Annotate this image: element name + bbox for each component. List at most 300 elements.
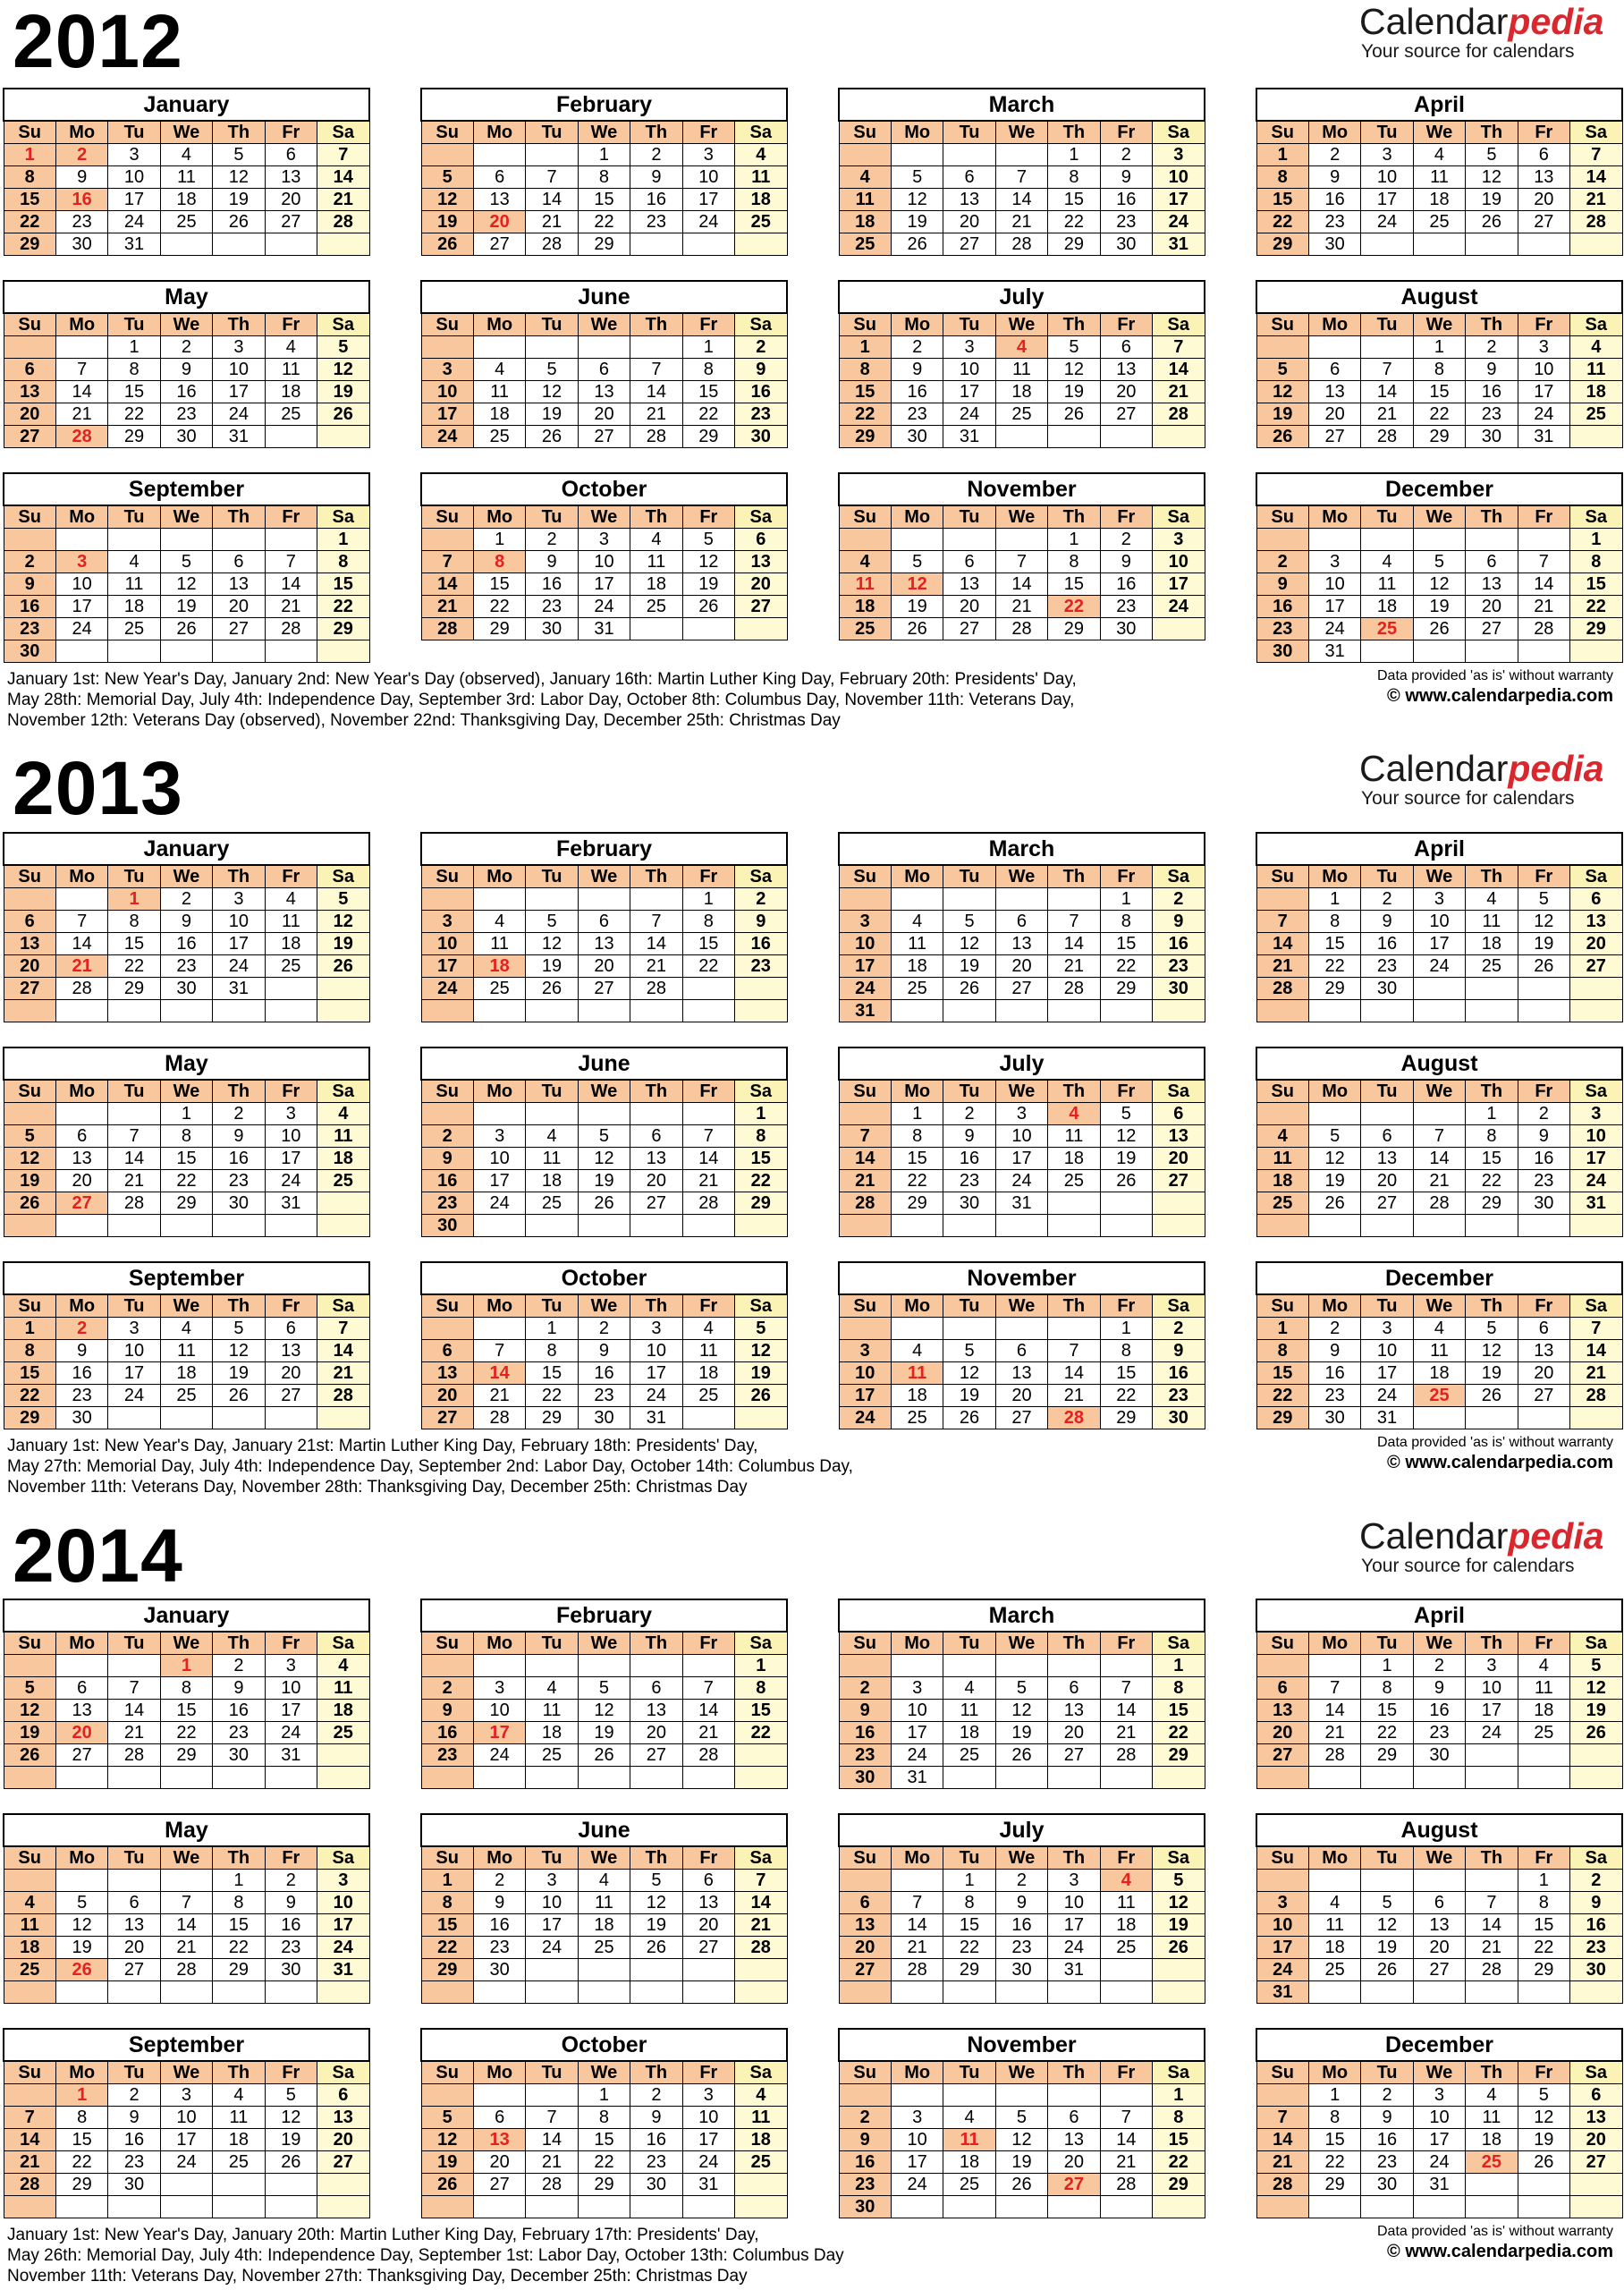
weekday-label: Mo [55, 1294, 107, 1318]
day-cell: 23 [526, 596, 578, 618]
day-cell: 7 [108, 1677, 160, 1700]
day-cell: 20 [1570, 2129, 1622, 2151]
day-cell: 14 [1256, 2129, 1308, 2151]
day-cell: 29 [1518, 1959, 1569, 1981]
day-cell: 4 [1413, 144, 1465, 166]
day-cell: 21 [630, 403, 682, 426]
day-cell: 5 [943, 1340, 995, 1362]
day-cell [1361, 640, 1413, 663]
day-cell: 2 [1570, 1870, 1622, 1892]
holiday-day-cell: 13 [473, 2129, 525, 2151]
day-cell [682, 1655, 734, 1677]
day-cell: 24 [213, 403, 265, 426]
day-cell: 27 [1256, 1744, 1308, 1767]
day-cell [108, 1981, 160, 2004]
day-cell [55, 1655, 107, 1677]
day-cell: 27 [578, 978, 630, 1000]
day-cell: 5 [578, 1677, 630, 1700]
day-cell: 7 [1413, 1125, 1465, 1148]
day-cell: 17 [1308, 596, 1360, 618]
week-row [839, 1385, 1205, 1407]
day-cell: 19 [317, 933, 369, 955]
day-cell: 8 [160, 1125, 212, 1148]
day-cell: 15 [839, 381, 891, 403]
website-link[interactable]: © www.calendarpedia.com [1387, 2242, 1613, 2261]
day-cell [317, 1215, 369, 1237]
day-cell: 10 [891, 2129, 943, 2151]
day-cell: 1 [108, 336, 160, 359]
day-cell: 28 [1570, 211, 1622, 233]
weekday-label: Mo [1308, 1632, 1360, 1655]
day-cell [1570, 2196, 1622, 2218]
holiday-day-cell: 1 [4, 144, 55, 166]
month-table [3, 1813, 370, 2004]
week-row [421, 955, 787, 978]
day-cell: 19 [160, 596, 212, 618]
day-cell: 26 [317, 403, 369, 426]
day-cell [160, 1215, 212, 1237]
day-cell: 1 [578, 144, 630, 166]
weekday-label: Sa [735, 1080, 787, 1103]
day-cell: 10 [160, 2107, 212, 2129]
weekday-label: We [160, 865, 212, 888]
day-cell: 13 [630, 1148, 682, 1170]
week-row [1256, 2129, 1622, 2151]
day-cell: 1 [1100, 1318, 1152, 1340]
day-cell: 24 [421, 426, 473, 448]
day-cell: 22 [1048, 211, 1100, 233]
day-cell: 8 [682, 359, 734, 381]
weekday-label: We [160, 1294, 212, 1318]
weekday-label: Th [213, 1846, 265, 1870]
day-cell: 3 [1518, 336, 1569, 359]
calendarpedia-logo [1359, 749, 1619, 810]
day-cell: 26 [421, 2174, 473, 2196]
day-cell: 17 [839, 1385, 891, 1407]
day-cell [891, 529, 943, 551]
day-cell: 2 [735, 888, 787, 911]
day-cell [4, 888, 55, 911]
day-cell [578, 888, 630, 911]
weekday-header [421, 2061, 787, 2084]
week-row [1256, 1744, 1622, 1767]
month-name: December [1256, 2029, 1622, 2061]
day-cell: 26 [526, 426, 578, 448]
day-cell: 24 [421, 978, 473, 1000]
weekday-label: Su [839, 865, 891, 888]
day-cell: 14 [1361, 381, 1413, 403]
day-cell: 27 [735, 596, 787, 618]
day-cell [1413, 529, 1465, 551]
week-row [839, 551, 1205, 573]
day-cell: 7 [421, 551, 473, 573]
day-cell: 31 [1570, 1192, 1622, 1215]
day-cell [4, 2084, 55, 2107]
day-cell: 14 [1413, 1148, 1465, 1170]
day-cell: 8 [1308, 911, 1360, 933]
weekday-header [839, 313, 1205, 336]
day-cell: 6 [265, 1318, 317, 1340]
day-cell [55, 888, 107, 911]
day-cell: 8 [1100, 1340, 1152, 1362]
month-name: June [421, 1814, 787, 1846]
week-row [421, 2174, 787, 2196]
week-row [1256, 1103, 1622, 1125]
day-cell: 25 [1570, 403, 1622, 426]
day-cell [1256, 1000, 1308, 1022]
day-cell: 15 [1256, 189, 1308, 211]
day-cell: 15 [108, 381, 160, 403]
weekday-label: Su [1256, 865, 1308, 888]
day-cell: 6 [265, 144, 317, 166]
day-cell: 30 [160, 978, 212, 1000]
day-cell: 4 [735, 2084, 787, 2107]
weekday-label: Mo [891, 121, 943, 144]
day-cell [421, 888, 473, 911]
month-name: August [1256, 1814, 1622, 1846]
week-row [421, 596, 787, 618]
website-link[interactable]: © www.calendarpedia.com [1387, 1453, 1613, 1472]
day-cell [839, 888, 891, 911]
day-cell [1361, 1981, 1413, 2004]
day-cell: 1 [1308, 888, 1360, 911]
day-cell [630, 2196, 682, 2218]
day-cell [1308, 1000, 1360, 1022]
day-cell: 4 [473, 911, 525, 933]
month-table [838, 1047, 1205, 1237]
day-cell: 15 [1413, 381, 1465, 403]
day-cell: 4 [4, 1892, 55, 1914]
day-cell [1413, 2196, 1465, 2218]
week-row [1256, 144, 1622, 166]
day-cell: 8 [578, 166, 630, 189]
week-row [421, 2196, 787, 2218]
weekday-label: Th [213, 121, 265, 144]
day-cell [213, 1000, 265, 1022]
day-cell [160, 2196, 212, 2218]
day-cell: 19 [995, 1722, 1047, 1744]
day-cell: 3 [1153, 144, 1205, 166]
weekday-header [1256, 1080, 1622, 1103]
day-cell: 30 [630, 2174, 682, 2196]
day-cell: 22 [578, 2151, 630, 2174]
week-row [421, 1407, 787, 1429]
day-cell: 29 [1413, 426, 1465, 448]
weekday-label: Tu [1361, 1632, 1413, 1655]
weekday-label: Sa [1570, 1294, 1622, 1318]
week-row [839, 1767, 1205, 1789]
day-cell [1413, 1981, 1465, 2004]
day-cell: 12 [421, 2129, 473, 2151]
day-cell: 15 [682, 381, 734, 403]
footnote-line: January 1st: New Year's Day, January 2nd: New Year's Day (observed), January 16th: Martin Luther King Day, February 20th: Presidents' Day, [7, 670, 1077, 689]
weekday-label: Mo [55, 121, 107, 144]
day-cell [1413, 1407, 1465, 1429]
week-row [421, 1981, 787, 2004]
day-cell: 2 [1361, 888, 1413, 911]
weekday-label: Su [421, 505, 473, 529]
weekday-label: Fr [265, 2061, 317, 2084]
weekday-label: We [995, 1080, 1047, 1103]
week-row [4, 1148, 369, 1170]
day-cell: 22 [1413, 403, 1465, 426]
day-cell: 12 [213, 166, 265, 189]
month-table [838, 2028, 1205, 2218]
day-cell: 16 [1361, 2129, 1413, 2151]
weekday-label: Su [421, 1632, 473, 1655]
weekday-label: Tu [526, 865, 578, 888]
day-cell: 22 [943, 1937, 995, 1959]
weekday-label: Th [213, 1294, 265, 1318]
day-cell: 3 [1048, 1870, 1100, 1892]
day-cell: 3 [578, 529, 630, 551]
day-cell: 9 [265, 1892, 317, 1914]
day-cell: 6 [1100, 336, 1152, 359]
day-cell: 17 [317, 1914, 369, 1937]
day-cell: 2 [108, 2084, 160, 2107]
day-cell: 11 [1100, 1892, 1152, 1914]
day-cell: 24 [1153, 596, 1205, 618]
day-cell [160, 1767, 212, 1789]
holiday-day-cell: 11 [943, 2129, 995, 2151]
day-cell: 29 [473, 618, 525, 640]
day-cell: 10 [1048, 1892, 1100, 1914]
day-cell: 29 [108, 978, 160, 1000]
day-cell [55, 1767, 107, 1789]
day-cell: 19 [995, 2151, 1047, 2174]
week-row [4, 144, 369, 166]
day-cell: 14 [55, 933, 107, 955]
year-title: 2013 [13, 746, 183, 830]
weekday-label: Th [1466, 865, 1518, 888]
day-cell: 18 [1361, 596, 1413, 618]
day-cell [1570, 1407, 1622, 1429]
day-cell: 16 [1153, 933, 1205, 955]
day-cell: 28 [735, 1937, 787, 1959]
day-cell: 11 [1308, 1914, 1360, 1937]
day-cell [943, 1215, 995, 1237]
month-name: November [839, 473, 1205, 505]
day-cell: 29 [1570, 618, 1622, 640]
week-row [1256, 573, 1622, 596]
day-cell [839, 1655, 891, 1677]
day-cell: 8 [1048, 551, 1100, 573]
day-cell [1518, 233, 1569, 256]
day-cell: 6 [1048, 2107, 1100, 2129]
day-cell [995, 1000, 1047, 1022]
day-cell: 12 [995, 1700, 1047, 1722]
day-cell [1256, 1655, 1308, 1677]
day-cell: 24 [265, 1722, 317, 1744]
weekday-label: Th [1048, 121, 1100, 144]
day-cell: 12 [578, 1148, 630, 1170]
day-cell: 7 [1518, 551, 1569, 573]
day-cell [108, 1215, 160, 1237]
week-row [839, 381, 1205, 403]
weekday-header [4, 313, 369, 336]
day-cell: 30 [4, 640, 55, 663]
week-row [839, 1937, 1205, 1959]
day-cell: 31 [839, 1000, 891, 1022]
day-cell: 27 [4, 978, 55, 1000]
week-row [1256, 166, 1622, 189]
day-cell: 12 [735, 1340, 787, 1362]
day-cell: 1 [578, 2084, 630, 2107]
day-cell [995, 2084, 1047, 2107]
holiday-day-cell: 14 [473, 1362, 525, 1385]
weekday-header [4, 1080, 369, 1103]
day-cell: 1 [526, 1318, 578, 1340]
weekday-label: Mo [55, 1632, 107, 1655]
day-cell: 6 [578, 359, 630, 381]
day-cell: 4 [265, 888, 317, 911]
day-cell: 16 [995, 1914, 1047, 1937]
day-cell: 24 [526, 1937, 578, 1959]
day-cell: 5 [213, 1318, 265, 1340]
month-name: December [1256, 1262, 1622, 1294]
month-table [838, 1261, 1205, 1429]
week-row [839, 1892, 1205, 1914]
day-cell: 21 [1518, 596, 1569, 618]
day-cell: 7 [1570, 144, 1622, 166]
day-cell: 22 [1153, 1722, 1205, 1744]
day-cell: 11 [578, 1892, 630, 1914]
day-cell: 3 [839, 911, 891, 933]
weekday-label: Tu [943, 865, 995, 888]
day-cell [317, 426, 369, 448]
day-cell [891, 2196, 943, 2218]
day-cell: 20 [421, 1385, 473, 1407]
day-cell: 9 [943, 1125, 995, 1148]
day-cell: 24 [995, 1170, 1047, 1192]
day-cell: 5 [1100, 1103, 1152, 1125]
day-cell: 12 [421, 189, 473, 211]
day-cell: 5 [1466, 144, 1518, 166]
month-table [838, 832, 1205, 1022]
day-cell: 9 [1100, 166, 1152, 189]
day-cell [735, 1215, 787, 1237]
day-cell: 2 [1153, 888, 1205, 911]
day-cell: 8 [1048, 166, 1100, 189]
day-cell: 4 [317, 1103, 369, 1125]
day-cell: 9 [55, 1340, 107, 1362]
week-row [1256, 529, 1622, 551]
month-name: January [4, 1599, 369, 1632]
day-cell: 17 [1413, 2129, 1465, 2151]
weekday-label: Tu [526, 121, 578, 144]
day-cell [1570, 426, 1622, 448]
day-cell: 24 [108, 211, 160, 233]
day-cell: 21 [630, 955, 682, 978]
month-name: September [4, 2029, 369, 2061]
day-cell [943, 888, 995, 911]
day-cell [160, 1981, 212, 2004]
day-cell [55, 336, 107, 359]
day-cell [265, 978, 317, 1000]
weekday-label: We [995, 1294, 1047, 1318]
calendarpedia-logo [1359, 1516, 1619, 1577]
day-cell [317, 1744, 369, 1767]
weekday-label: Fr [1100, 2061, 1152, 2084]
weekday-label: We [160, 121, 212, 144]
day-cell [943, 1000, 995, 1022]
day-cell: 1 [1153, 1655, 1205, 1677]
day-cell: 14 [1256, 933, 1308, 955]
day-cell: 17 [1413, 933, 1465, 955]
weekday-label: Mo [473, 313, 525, 336]
day-cell [735, 1744, 787, 1767]
weekday-label: Tu [1361, 121, 1413, 144]
week-row [1256, 211, 1622, 233]
weekday-label: Fr [1518, 2061, 1569, 2084]
day-cell: 5 [317, 888, 369, 911]
day-cell: 21 [108, 1722, 160, 1744]
day-cell: 25 [735, 2151, 787, 2174]
day-cell: 20 [630, 1722, 682, 1744]
day-cell: 30 [735, 426, 787, 448]
day-cell: 30 [1100, 233, 1152, 256]
day-cell: 4 [891, 1340, 943, 1362]
month-name: April [1256, 1599, 1622, 1632]
day-cell [1100, 1959, 1152, 1981]
week-row [421, 1914, 787, 1937]
week-row [839, 2174, 1205, 2196]
weekday-label: Mo [473, 1632, 525, 1655]
day-cell: 17 [1153, 189, 1205, 211]
holiday-day-cell: 4 [1100, 1870, 1152, 1892]
day-cell [630, 233, 682, 256]
day-cell: 2 [839, 1677, 891, 1700]
holiday-day-cell: 20 [473, 211, 525, 233]
week-row [1256, 1192, 1622, 1215]
day-cell: 10 [943, 359, 995, 381]
day-cell: 7 [630, 911, 682, 933]
day-cell: 7 [108, 1125, 160, 1148]
day-cell: 20 [578, 403, 630, 426]
day-cell: 29 [1153, 2174, 1205, 2196]
disclaimer [1377, 2223, 1613, 2262]
day-cell: 28 [108, 1192, 160, 1215]
day-cell [160, 640, 212, 663]
day-cell: 21 [1153, 381, 1205, 403]
day-cell: 17 [1048, 1914, 1100, 1937]
day-cell: 21 [1048, 1385, 1100, 1407]
day-cell: 6 [943, 166, 995, 189]
day-cell: 16 [108, 2129, 160, 2151]
weekday-label: Fr [265, 1846, 317, 1870]
weekday-label: Su [1256, 1080, 1308, 1103]
website-link[interactable]: © www.calendarpedia.com [1387, 686, 1613, 706]
holiday-day-cell: 4 [1048, 1103, 1100, 1125]
weekday-label: Fr [682, 121, 734, 144]
day-cell: 20 [108, 1937, 160, 1959]
weekday-label: Su [839, 1080, 891, 1103]
weekday-label: Mo [891, 1294, 943, 1318]
day-cell: 10 [317, 1892, 369, 1914]
weekday-label: We [995, 313, 1047, 336]
day-cell: 19 [1413, 596, 1465, 618]
day-cell: 23 [265, 1937, 317, 1959]
day-cell [55, 529, 107, 551]
weekday-label: Fr [265, 1294, 317, 1318]
day-cell: 31 [1361, 1407, 1413, 1429]
day-cell: 1 [682, 888, 734, 911]
day-cell [213, 640, 265, 663]
day-cell: 27 [265, 211, 317, 233]
week-row [1256, 640, 1622, 663]
disclaimer [1377, 1434, 1613, 1473]
week-row [1256, 1407, 1622, 1429]
